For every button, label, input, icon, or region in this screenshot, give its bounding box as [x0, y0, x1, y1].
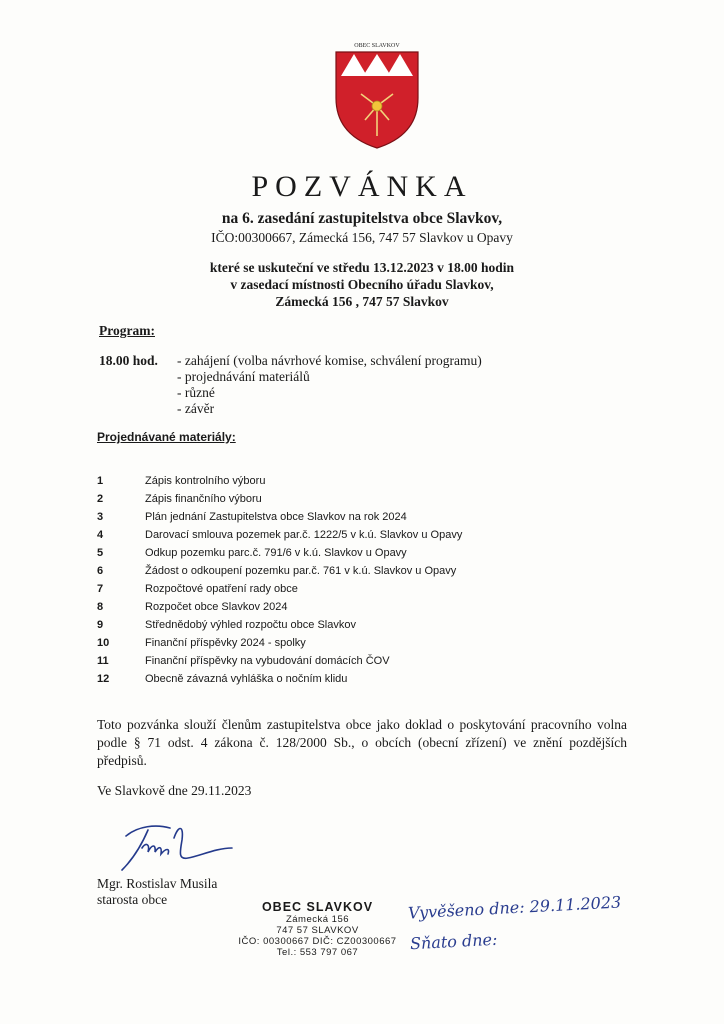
material-number: 3 [97, 511, 104, 523]
material-number: 2 [97, 493, 104, 505]
material-text: Plán jednání Zastupitelstva obce Slavkov na rok 2024 [145, 511, 407, 523]
meeting-where: v zasedací místnosti Obecního úřadu Slavkov, [230, 277, 494, 292]
material-text: Zápis kontrolního výboru [145, 475, 266, 487]
legal-paragraph: Toto pozvánka slouží členům zastupitelstva obce jako doklad o poskytování pracovního volna podle § 71 odst. 4 zákona č. 128/2000 Sb., o obcích (obecní zřízení) ve znění pozdějších předpisů. [97, 717, 627, 768]
material-number: 9 [97, 619, 104, 631]
program-item: - závěr [177, 401, 215, 416]
date-line: Ve Slavkově dne 29.11.2023 [97, 783, 252, 798]
handwritten-removed-note: Sňato dne: [409, 929, 498, 954]
material-number: 6 [97, 565, 104, 577]
program-heading: Program: [99, 323, 155, 338]
material-number: 12 [97, 673, 110, 685]
material-number: 5 [97, 547, 104, 559]
coat-label: OBEC SLAVKOV [354, 43, 400, 49]
meeting-when: které se uskuteční ve středu 13.12.2023 v 18.00 hodin [209, 260, 515, 275]
material-text: Zápis finančního výboru [145, 493, 262, 505]
coat-of-arms [333, 40, 421, 150]
meeting-address: Zámecká 156 , 747 57 Slavkov [275, 294, 449, 309]
document-title: POZVÁNKA [251, 170, 473, 203]
material-number: 10 [97, 637, 110, 649]
program-item: - různé [177, 385, 215, 400]
address-line: IČO:00300667, Zámecká 156, 747 57 Slavkov u Opavy [211, 230, 513, 245]
material-text: Odkup pozemku parc.č. 791/6 v k.ú. Slavkov u Opavy [145, 547, 407, 559]
stamp-city: 747 57 SLAVKOV [276, 925, 359, 936]
program-time: 18.00 hod. [99, 353, 158, 368]
stamp-ids: IČO: 00300667 DIČ: CZ00300667 [238, 936, 397, 947]
material-number: 1 [97, 475, 104, 487]
handwritten-posted-note: Vyvěšeno dne: 29.11.2023 [407, 892, 622, 923]
program-item: - zahájení (volba návrhové komise, schválení programu) [177, 353, 482, 368]
material-number: 7 [97, 583, 104, 595]
subtitle: na 6. zasedání zastupitelstva obce Slavkov, [221, 210, 503, 227]
material-number: 4 [97, 529, 104, 541]
material-text: Žádost o odkoupení pozemku par.č. 761 v k.ú. Slavkov u Opavy [145, 565, 457, 577]
signatory-role: starosta obce [97, 892, 168, 907]
stamp-tel: Tel.: 553 797 067 [276, 947, 359, 958]
material-text: Rozpočtové opatření rady obce [145, 583, 298, 595]
material-number: 11 [97, 655, 109, 667]
stamp-title: OBEC SLAVKOV [261, 900, 374, 914]
material-text: Střednědobý výhled rozpočtu obce Slavkov [145, 619, 356, 631]
material-text: Obecně závazná vyhláška o nočním klidu [145, 673, 348, 685]
material-text: Finanční příspěvky 2024 - spolky [145, 637, 306, 649]
material-text: Finanční příspěvky na vybudování domácích ČOV [145, 655, 390, 667]
signature-drawing [108, 818, 238, 874]
materials-heading: Projednávané materiály: [97, 430, 236, 444]
material-number: 8 [97, 601, 104, 613]
program-item: - projednávání materiálů [177, 369, 310, 384]
stamp-street: Zámecká 156 [285, 914, 350, 925]
office-stamp [230, 900, 405, 958]
signatory-name: Mgr. Rostislav Musila [97, 876, 218, 891]
material-text: Rozpočet obce Slavkov 2024 [145, 601, 288, 613]
material-text: Darovací smlouva pozemek par.č. 1222/5 v k.ú. Slavkov u Opavy [145, 529, 463, 541]
